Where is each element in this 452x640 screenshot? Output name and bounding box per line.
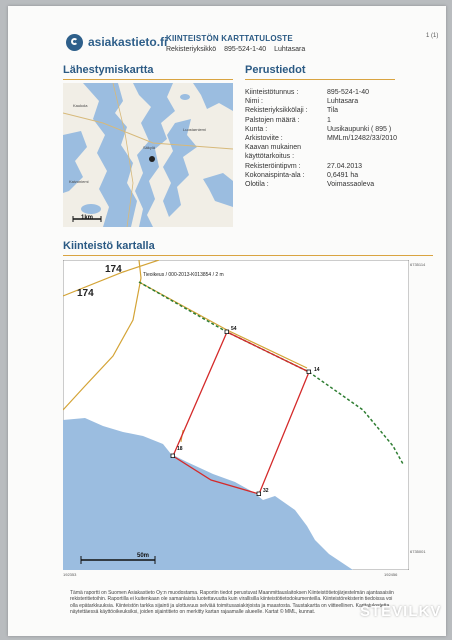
info-label: Rekisteriyksikkölaji : <box>245 107 308 115</box>
coord-bottom-left: 192353 <box>63 572 77 577</box>
info-row <box>8 107 446 116</box>
restriction-label: Tieoikeus / 000-2013-K013854 / 2 m <box>143 272 224 278</box>
boundary-point-54 <box>225 330 229 334</box>
info-row <box>8 172 446 181</box>
info-row <box>8 89 446 98</box>
info-row <box>8 135 446 144</box>
info-label: Olotila : <box>245 181 269 188</box>
parcel-label-174-left: 174 <box>77 288 94 299</box>
point-label-54: 54 <box>231 326 237 332</box>
info-row <box>8 98 446 107</box>
registry-line <box>166 46 311 53</box>
info-row <box>8 117 446 126</box>
info-row <box>8 181 446 190</box>
point-label-32: 32 <box>263 488 269 494</box>
info-label: Rekisteröintipvm : <box>245 162 301 170</box>
info-value: Luhtasara <box>327 98 359 106</box>
basic-info-heading: Perustiedot <box>245 64 306 76</box>
location-map-scale-label: 1km <box>81 215 94 221</box>
info-label: käyttötarkoitus : <box>245 153 295 161</box>
info-label: Kokonaispinta-ala : <box>245 171 305 179</box>
point-label-14: 14 <box>314 367 320 373</box>
asiakastieto-logo-icon <box>66 34 83 51</box>
info-row <box>8 126 446 135</box>
page-number: 1 (1) <box>426 33 439 39</box>
boundary-point-14 <box>307 370 311 374</box>
svg-text:Kaivoniemi: Kaivoniemi <box>69 179 89 184</box>
scale-label: 50m <box>137 553 150 559</box>
info-label: Kiinteistötunnus : <box>245 89 299 96</box>
coord-bottom-right: 6735001 <box>410 549 426 554</box>
info-value: Tila <box>327 107 339 115</box>
boundary-point-18 <box>171 454 175 458</box>
location-map-rule <box>63 79 233 80</box>
watermark: STEVILKV <box>360 603 442 620</box>
basic-info-rule <box>245 79 395 80</box>
logo-text: asiakastieto.fi <box>88 35 168 49</box>
document-title: KIINTEISTÖN KARTTATULOSTE <box>166 34 293 43</box>
info-label: Nimi : <box>245 98 263 106</box>
info-value: 895-524-1-40 <box>327 89 370 96</box>
property-map-rule <box>63 255 433 256</box>
info-row <box>8 144 446 153</box>
info-value: Uusikaupunki ( 895 ) <box>327 125 392 133</box>
coord-top-right: 6735114 <box>410 262 426 267</box>
info-value: MMLm/12482/33/2010 <box>327 135 398 142</box>
location-map-heading: Lähestymiskartta <box>63 64 154 76</box>
info-value: 1 <box>327 116 331 124</box>
registry-number: 895-524-1-40 <box>224 46 267 53</box>
document-page <box>8 6 446 636</box>
info-label: Palstojen määrä : <box>245 116 300 124</box>
svg-text:Kaukola: Kaukola <box>73 103 88 108</box>
info-value: 27.04.2013 <box>327 162 363 170</box>
info-label: Kunta : <box>245 125 268 133</box>
svg-text:Säkylä: Säkylä <box>143 145 156 150</box>
point-label-18: 18 <box>177 446 183 452</box>
parcel-label-174-top: 174 <box>105 264 122 275</box>
property-map-heading: Kiinteistö kartalla <box>63 240 155 252</box>
svg-text:Luostarniemi: Luostarniemi <box>183 127 206 132</box>
info-value: Voimassaoleva <box>327 181 375 188</box>
registry-name: Luhtasara <box>274 46 306 53</box>
info-label: Arkistoviite : <box>245 135 283 142</box>
boundary-point-32 <box>257 492 261 496</box>
info-label: Kaavan mukainen <box>245 144 302 152</box>
footer-disclaimer: Tämä raportti on Suomen Asiakastieto Oy:n muodostama. Raportin tiedot perustuvat Maanmittauslaitoksen Kiinteistötietojärjestelmän ajantasaisiin rekisteritietoihin. Raportilla ei kuitenkaan ole samanlaista luotettavuutta kuin virallisilla kiinteistötietodokumenteilla. Kiinteistörekisterin tiedoissa voi olla epätarkkuuksia. Kiinteistön tarkka sijainti ja ulottuvuus selviää toimitusasiakirjoista ja maastosta. Taustakartta on viitteellinen. Karttatulostetta näytettäessä käyttöoikeuksiksi, joiden sijaintitieto on merkitty kartan rajaamalle alueelle. Kartat © MML, kunnat. <box>70 590 394 615</box>
info-row <box>8 153 446 162</box>
registry-label: Rekisteriyksikkö <box>166 46 217 53</box>
basic-info-table <box>8 89 446 229</box>
property-map <box>63 260 409 570</box>
info-row <box>8 163 446 172</box>
coord-bottom-mid: 192456 <box>384 572 398 577</box>
info-value: 0,6491 ha <box>327 171 359 179</box>
